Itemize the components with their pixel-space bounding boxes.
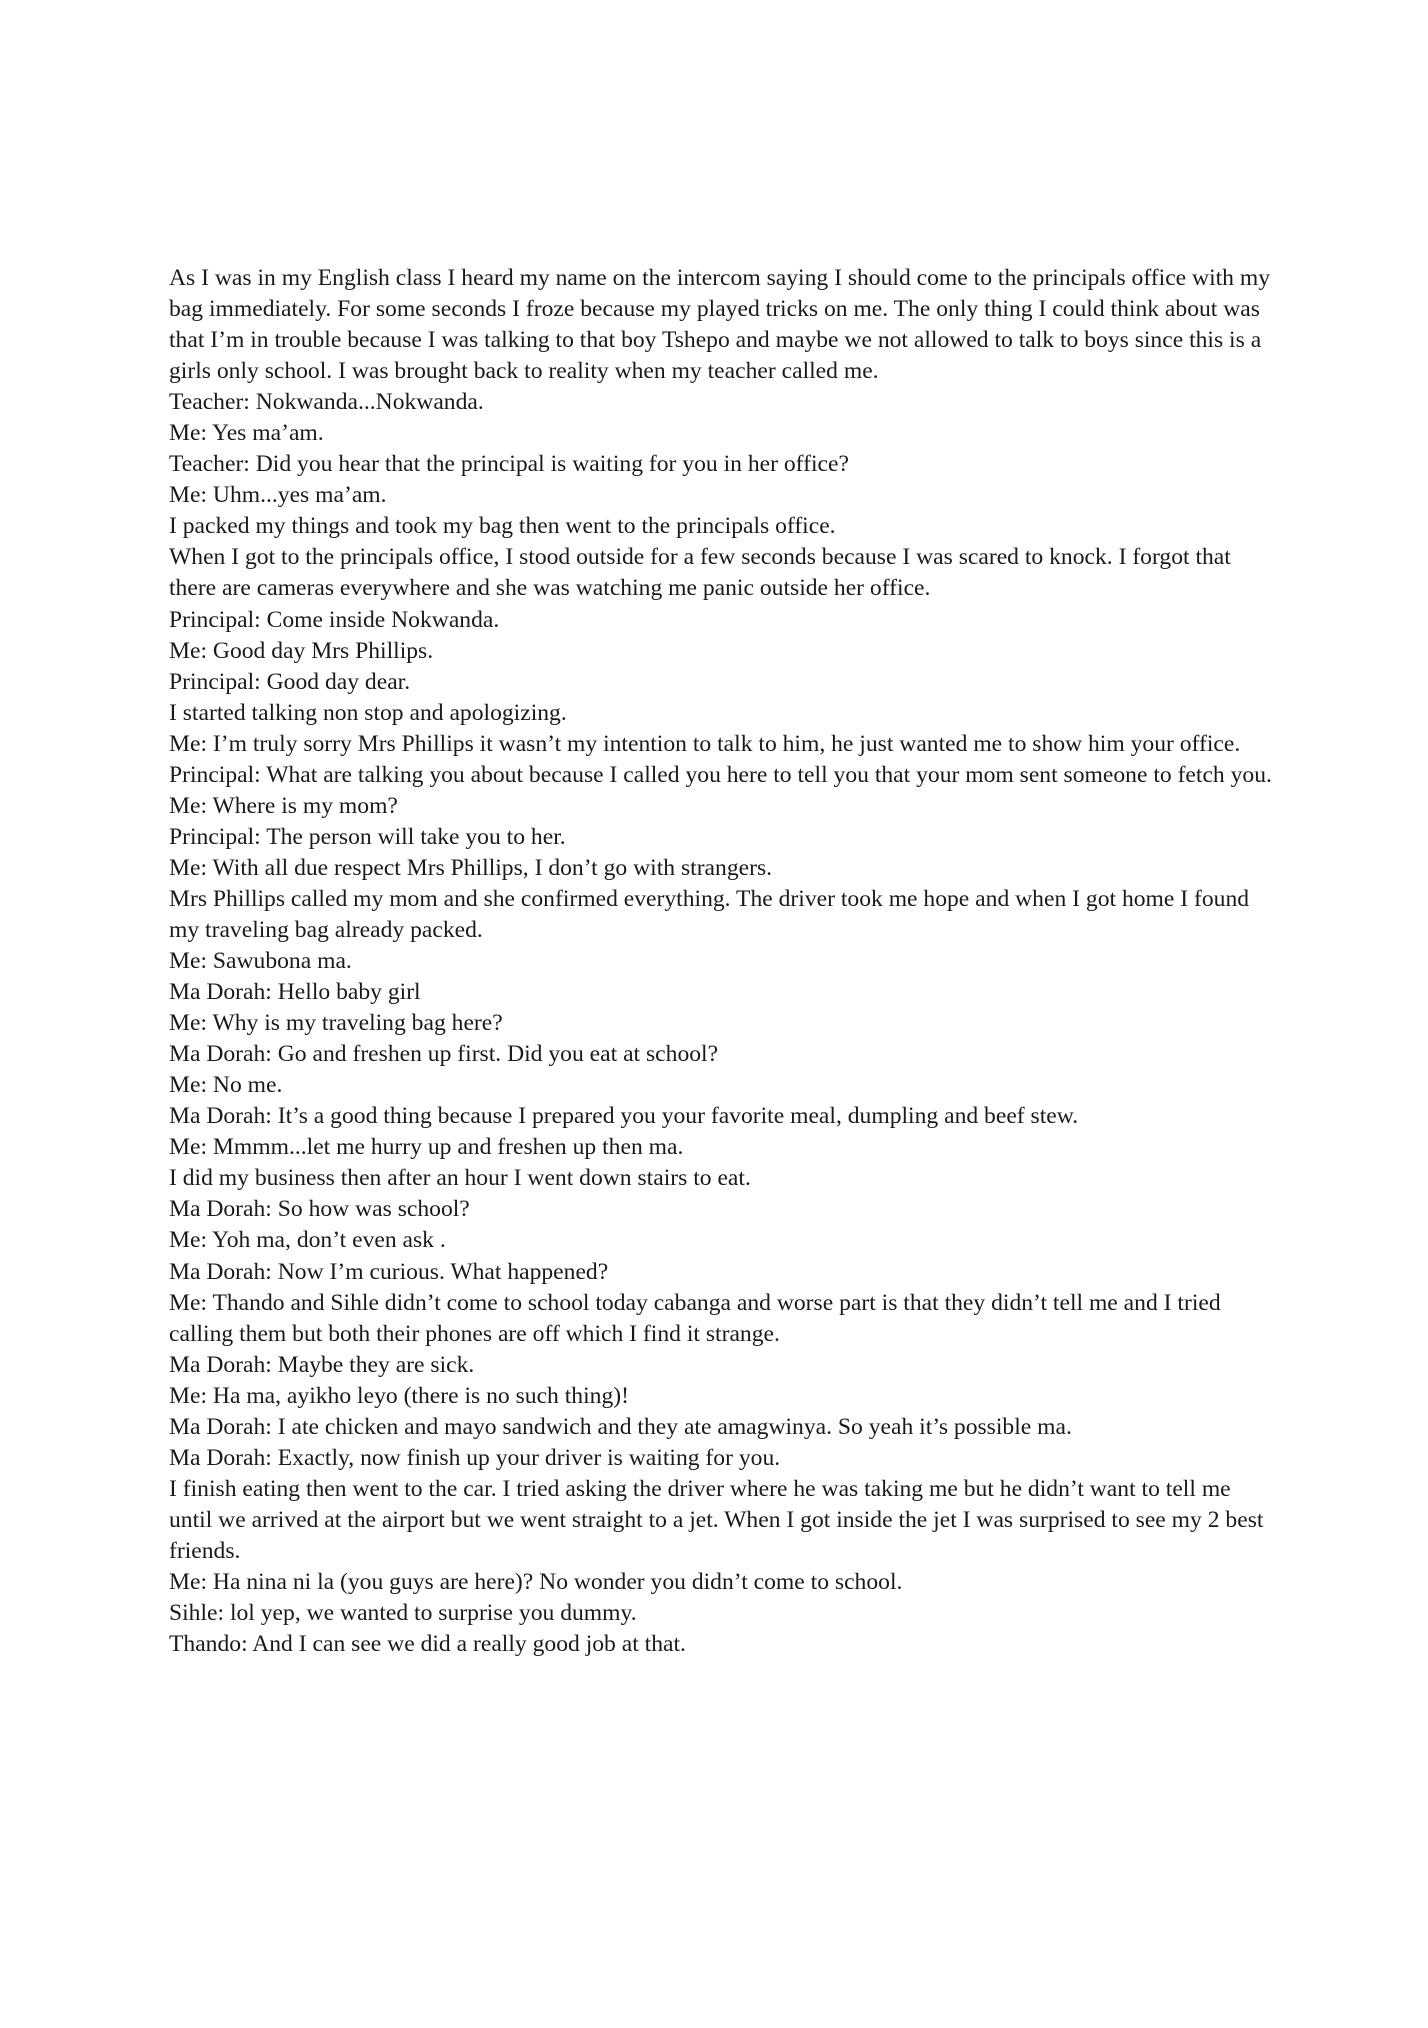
paragraph: I finish eating then went to the car. I tried asking the driver where he was taking me but he didn’t want to tell me until we arrived at the airport but we went straight to a jet. When I got inside the jet I was surprised to see my 2 best friends. <box>169 1475 1264 1564</box>
dialogue-line: Principal: Come inside Nokwanda. <box>169 606 500 633</box>
dialogue-line: Ma Dorah: Maybe they are sick. <box>169 1351 475 1378</box>
dialogue-line: Principal: The person will take you to her. <box>169 823 566 850</box>
dialogue-line: Ma Dorah: I ate chicken and mayo sandwich and they ate amagwinya. So yeah it’s possible ma. <box>169 1413 1072 1440</box>
dialogue-line: Me: Mmmm...let me hurry up and freshen up then ma. <box>169 1134 684 1161</box>
dialogue-line: Me: No me. <box>169 1072 283 1099</box>
paragraph: As I was in my English class I heard my name on the intercom saying I should come to the principals office with my bag immediately. For some seconds I froze because my played tricks on me. The only thing I could think about was that I’m in trouble because I was talking to that boy Tshepo and maybe we not allowed to talk to boys since this is a girls only school. I was brought back to reality when my teacher called me. <box>169 265 1271 385</box>
dialogue-line: Ma Dorah: Go and freshen up first. Did you eat at school? <box>169 1041 719 1068</box>
dialogue-line: Me: Yes ma’am. <box>169 420 324 447</box>
dialogue-line: Me: Why is my traveling bag here? <box>169 1010 503 1037</box>
dialogue-line: Ma Dorah: Hello baby girl <box>169 979 421 1006</box>
dialogue-line: Me: Uhm...yes ma’am. <box>169 482 387 509</box>
paragraph: I packed my things and took my bag then went to the principals office. <box>169 513 836 540</box>
dialogue-line: Me: Where is my mom? <box>169 792 398 819</box>
dialogue-line: Thando: And I can see we did a really good job at that. <box>169 1631 686 1658</box>
paragraph: I did my business then after an hour I went down stairs to eat. <box>169 1165 751 1192</box>
document-body <box>169 263 1274 1660</box>
paragraph: When I got to the principals office, I stood outside for a few seconds because I was scared to knock. I forgot that there are cameras everywhere and she was watching me panic outside her office. <box>169 544 1231 602</box>
dialogue-line: Ma Dorah: Exactly, now finish up your driver is waiting for you. <box>169 1444 781 1471</box>
paragraph: Mrs Phillips called my mom and she confirmed everything. The driver took me hope and when I got home I found my traveling bag already packed. <box>169 885 1250 943</box>
dialogue-line: Me: Sawubona ma. <box>169 948 352 975</box>
dialogue-line: Me: I’m truly sorry Mrs Phillips it wasn’t my intention to talk to him, he just wanted me to show him your office. <box>169 730 1241 757</box>
dialogue-line: Me: Ha nina ni la (you guys are here)? No wonder you didn’t come to school. <box>169 1568 903 1595</box>
dialogue-line: Me: Thando and Sihle didn’t come to school today cabanga and worse part is that they didn’t tell me and I tried calling them but both their phones are off which I find it strange. <box>169 1289 1221 1347</box>
dialogue-line: Ma Dorah: Now I’m curious. What happened? <box>169 1258 609 1285</box>
dialogue-line: Teacher: Did you hear that the principal is waiting for you in her office? <box>169 451 849 478</box>
dialogue-line: Ma Dorah: It’s a good thing because I prepared you your favorite meal, dumpling and beef stew. <box>169 1103 1079 1130</box>
dialogue-line: Principal: What are talking you about because I called you here to tell you that your mom sent someone to fetch you. <box>169 761 1272 788</box>
dialogue-line: Me: Good day Mrs Phillips. <box>169 637 434 664</box>
dialogue-line: Principal: Good day dear. <box>169 668 411 695</box>
dialogue-line: Me: Yoh ma, don’t even ask . <box>169 1227 446 1254</box>
dialogue-line: Me: Ha ma, ayikho leyo (there is no such thing)! <box>169 1382 629 1409</box>
dialogue-line: Me: With all due respect Mrs Phillips, I don’t go with strangers. <box>169 854 773 881</box>
paragraph: I started talking non stop and apologizing. <box>169 699 567 726</box>
dialogue-line: Sihle: lol yep, we wanted to surprise you dummy. <box>169 1600 637 1627</box>
dialogue-line: Teacher: Nokwanda...Nokwanda. <box>169 389 484 416</box>
dialogue-line: Ma Dorah: So how was school? <box>169 1196 470 1223</box>
